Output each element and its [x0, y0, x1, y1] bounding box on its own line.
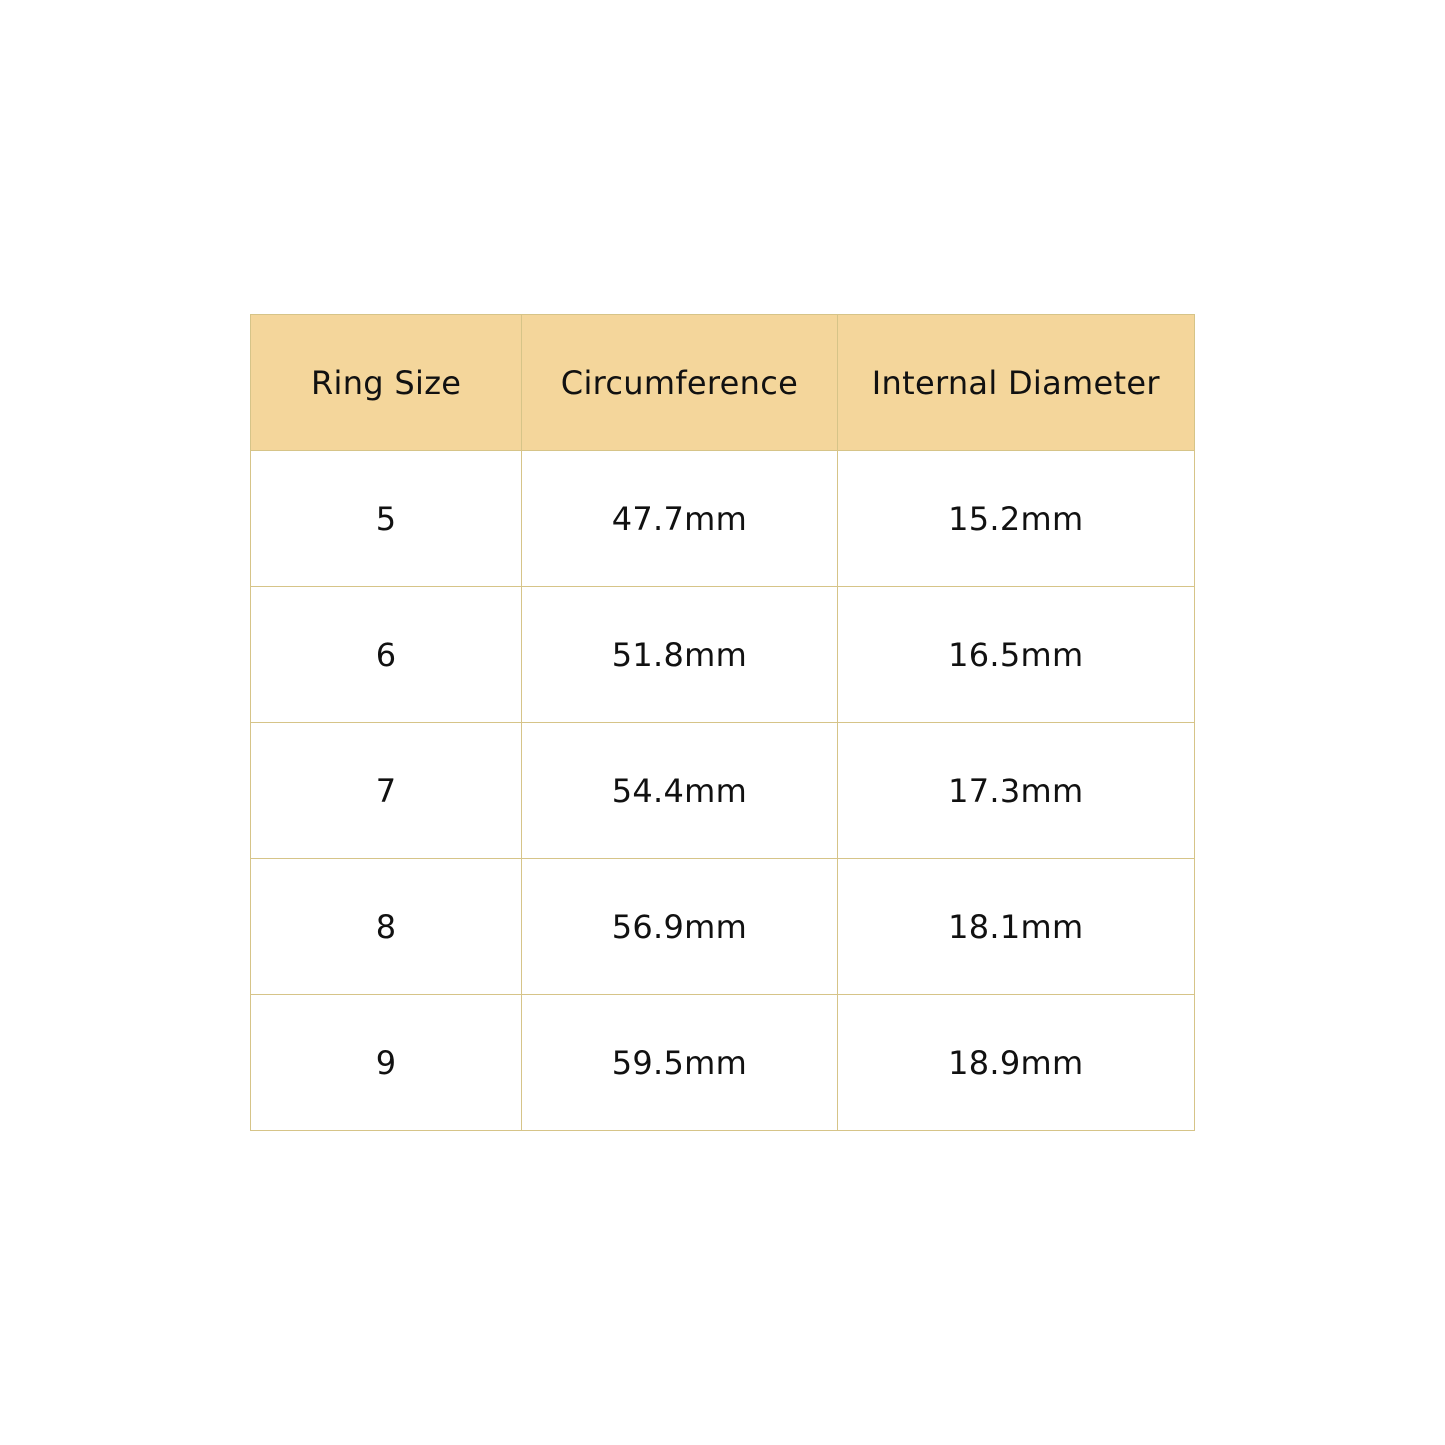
header-internal-diameter: Internal Diameter — [837, 315, 1194, 451]
header-circumference: Circumference — [522, 315, 837, 451]
cell-circumference: 54.4mm — [522, 723, 837, 859]
cell-internal-diameter: 17.3mm — [837, 723, 1194, 859]
table-row — [251, 723, 1195, 859]
table-body — [251, 451, 1195, 1131]
header-row — [251, 315, 1195, 451]
cell-circumference: 51.8mm — [522, 587, 837, 723]
cell-ring-size: 7 — [251, 723, 522, 859]
cell-internal-diameter: 15.2mm — [837, 451, 1194, 587]
cell-ring-size: 6 — [251, 587, 522, 723]
cell-ring-size: 9 — [251, 995, 522, 1131]
cell-internal-diameter: 18.1mm — [837, 859, 1194, 995]
cell-circumference: 59.5mm — [522, 995, 837, 1131]
ring-size-table — [250, 314, 1195, 1131]
cell-ring-size: 8 — [251, 859, 522, 995]
table-row — [251, 859, 1195, 995]
cell-internal-diameter: 18.9mm — [837, 995, 1194, 1131]
table-row — [251, 451, 1195, 587]
cell-internal-diameter: 16.5mm — [837, 587, 1194, 723]
table-row — [251, 587, 1195, 723]
table-header — [251, 315, 1195, 451]
cell-circumference: 56.9mm — [522, 859, 837, 995]
header-ring-size: Ring Size — [251, 315, 522, 451]
cell-circumference: 47.7mm — [522, 451, 837, 587]
table-row — [251, 995, 1195, 1131]
cell-ring-size: 5 — [251, 451, 522, 587]
